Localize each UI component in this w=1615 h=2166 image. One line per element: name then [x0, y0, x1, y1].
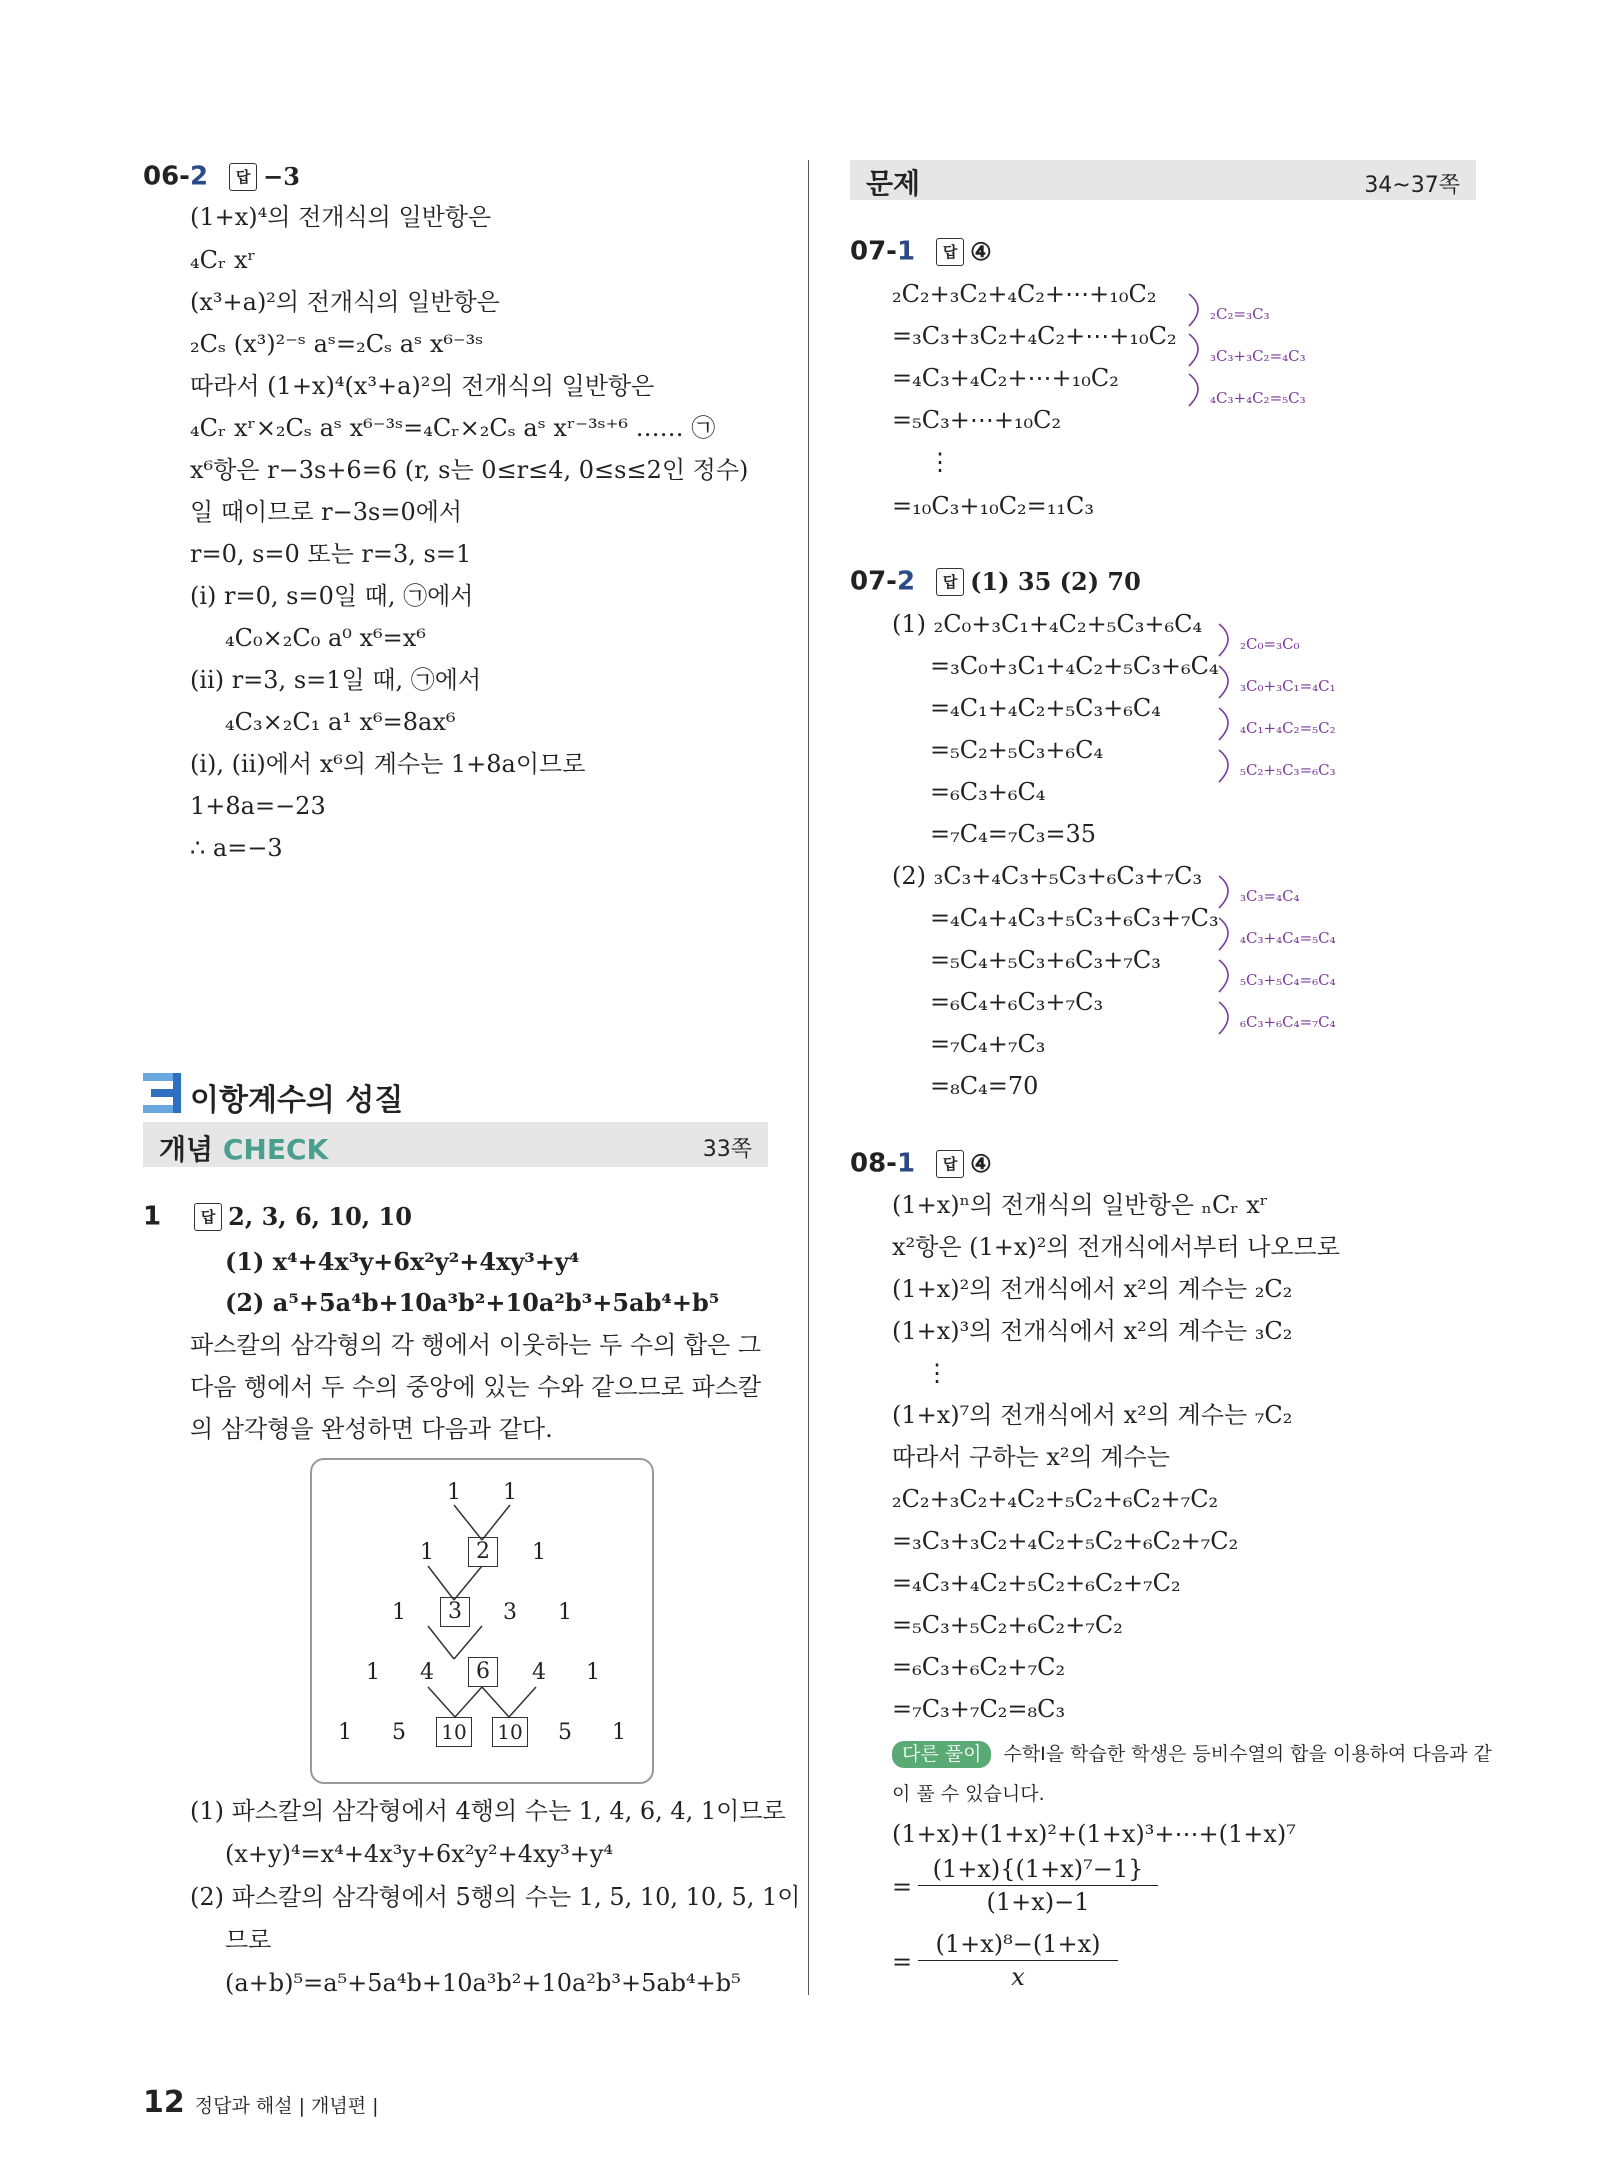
triangle-answer-box: 10 — [492, 1717, 528, 1747]
answer-value: −3 — [263, 162, 300, 191]
solution-line: =₄C₁+₄C₂+₅C₃+₆C₄ — [930, 694, 1161, 722]
solution-line: (ⅰ), (ⅱ)에서 x⁶의 계수는 1+8a이므로 — [190, 750, 586, 778]
solution-line: =₄C₃+₄C₂+₅C₂+₆C₂+₇C₂ — [892, 1569, 1181, 1597]
solution-line: (1+x)⁴의 전개식의 일반항은 — [190, 203, 492, 231]
equals-sign: = — [892, 1948, 913, 1976]
solution-line: =₆C₃+₆C₄ — [930, 778, 1046, 806]
solution-line: =₇C₄=₇C₃=35 — [930, 820, 1097, 848]
answer-value: 2, 3, 6, 10, 10 — [228, 1202, 412, 1231]
solution-line: =₇C₃+₇C₂=₈C₃ — [892, 1695, 1066, 1723]
answer-value: ④ — [970, 1149, 992, 1178]
alt-equation: (1+x)+(1+x)²+(1+x)³+⋯+(1+x)⁷ — [892, 1820, 1296, 1848]
answer-value: (1) 35 (2) 70 — [970, 567, 1141, 596]
section-title: 이항계수의 성질 — [190, 1083, 404, 1118]
solution-line: =₅C₂+₅C₃+₆C₄ — [930, 736, 1104, 764]
problem-07-2-header: 07-2 답 (1) 35 (2) 70 — [850, 566, 1141, 597]
answer-icon: 답 — [936, 238, 964, 266]
solution-line: ₄Cᵣ xʳ×₂Cₛ aˢ x⁶⁻³ˢ=₄Cᵣ×₂Cₛ aˢ xʳ⁻³ˢ⁺⁶ …… ㉠ — [190, 414, 716, 442]
triangle-answer-box: 10 — [436, 1717, 472, 1747]
arc-note: ₃C₃+₃C₂=₄C₃ — [1210, 347, 1306, 365]
triangle-number: 4 — [532, 1660, 546, 1685]
solution-line: 따라서 구하는 x²의 계수는 — [892, 1443, 1170, 1471]
fraction-denominator: x — [1011, 1963, 1025, 1991]
answer-sub-1: (1) x⁴+4x³y+6x²y²+4xy³+y⁴ — [225, 1247, 580, 1276]
solution-line: r=0, s=0 또는 r=3, s=1 — [190, 540, 472, 568]
answer-icon: 답 — [936, 1150, 964, 1178]
arc-note: ₅C₂+₅C₃=₆C₃ — [1240, 761, 1336, 779]
triangle-number: 1 — [532, 1540, 546, 1565]
answer-icon: 답 — [194, 1203, 222, 1231]
page-reference: 33쪽 — [702, 1137, 752, 1162]
problem-07-1-header: 07-1 답 ④ — [850, 236, 992, 267]
triangle-number: 1 — [586, 1660, 600, 1685]
explanation-line: 파스칼의 삼각형의 각 행에서 이웃하는 두 수의 합은 그 — [190, 1331, 762, 1359]
arc-note: ₃C₃=₄C₄ — [1240, 887, 1300, 905]
problem-08-1-header: 08-1 답 ④ — [850, 1148, 992, 1179]
triangle-number: 1 — [612, 1720, 626, 1745]
solution-line: ₂Cₛ (x³)²⁻ˢ aˢ=₂Cₛ aˢ x⁶⁻³ˢ — [190, 330, 484, 358]
triangle-number: 5 — [392, 1720, 406, 1745]
triangle-number: 1 — [338, 1720, 352, 1745]
explanation-line: 다음 행에서 두 수의 중앙에 있는 수와 같으므로 파스칼 — [190, 1373, 762, 1401]
solution-line: ₄C₃×₂C₁ a¹ x⁶=8ax⁶ — [225, 708, 456, 736]
triangle-number: 1 — [558, 1600, 572, 1625]
arc-note: ₂C₂=₃C₃ — [1210, 305, 1270, 323]
solution-line: =₈C₄=70 — [930, 1072, 1039, 1100]
solution-line: (1+x)²의 전개식에서 x²의 계수는 ₂C₂ — [892, 1275, 1293, 1303]
solution-line: (x³+a)²의 전개식의 일반항은 — [190, 288, 500, 316]
alternative-solution-intro: 다른 풀이 수학Ⅰ을 학습한 학생은 등비수열의 합을 이용하여 다음과 같 — [892, 1741, 1492, 1768]
page-reference: 34~37쪽 — [1364, 173, 1460, 198]
solution-line: (1+x)ⁿ의 전개식의 일반항은 ₙCᵣ xʳ — [892, 1191, 1269, 1219]
alt-solution-badge: 다른 풀이 — [892, 1741, 991, 1768]
page-number: 12 — [143, 2085, 185, 2120]
triangle-number: 4 — [420, 1660, 434, 1685]
explanation-line: (a+b)⁵=a⁵+5a⁴b+10a³b²+10a²b³+5ab⁴+b⁵ — [225, 1969, 741, 1997]
solution-line: (ⅱ) r=3, s=1일 때, ㉠에서 — [190, 666, 482, 694]
triangle-answer-box: 6 — [468, 1657, 498, 1687]
answer-icon: 답 — [936, 568, 964, 596]
alternative-solution-text: 이 풀 수 있습니다. — [892, 1783, 1045, 1805]
solution-line: (1+x)³의 전개식에서 x²의 계수는 ₃C₂ — [892, 1317, 1293, 1345]
solution-line: =₃C₃+₃C₂+₄C₂+₅C₂+₆C₂+₇C₂ — [892, 1527, 1239, 1555]
answer-sub-2: (2) a⁵+5a⁴b+10a³b²+10a²b³+5ab⁴+b⁵ — [225, 1288, 720, 1317]
solution-line: ₄C₀×₂C₀ a⁰ x⁶=x⁶ — [225, 624, 426, 652]
footer-label: 정답과 해설 | 개념편 | — [194, 2095, 379, 2117]
solution-line: =₆C₄+₆C₃+₇C₃ — [930, 988, 1104, 1016]
fraction-1 — [918, 1855, 1158, 1916]
solution-line: 1+8a=−23 — [190, 792, 326, 820]
solution-line: =₃C₃+₃C₂+₄C₂+⋯+₁₀C₂ — [892, 322, 1177, 350]
solution-line: 일 때이므로 r−3s=0에서 — [190, 498, 463, 526]
explanation-line: 의 삼각형을 완성하면 다음과 같다. — [190, 1415, 553, 1443]
fraction-numerator: (1+x){(1+x)⁷−1} — [918, 1855, 1158, 1886]
arc-note: ₃C₀+₃C₁=₄C₁ — [1240, 677, 1336, 695]
solution-line: (ⅰ) r=0, s=0일 때, ㉠에서 — [190, 582, 474, 610]
arc-note: ₄C₁+₄C₂=₅C₂ — [1240, 719, 1336, 737]
triangle-number: 5 — [558, 1720, 572, 1745]
triangle-answer-box: 2 — [468, 1537, 498, 1567]
fraction-2 — [918, 1930, 1118, 1991]
pascal-triangle-box — [310, 1458, 654, 1784]
solution-line: =₁₀C₃+₁₀C₂=₁₁C₃ — [892, 492, 1095, 520]
problem-bar: 문제 34~37쪽 — [850, 160, 1476, 200]
explanation-line: (1) 파스칼의 삼각형에서 4행의 수는 1, 4, 6, 4, 1이므로 — [190, 1797, 786, 1825]
triangle-number: 3 — [503, 1600, 517, 1625]
solution-line: =₄C₄+₄C₃+₅C₃+₆C₃+₇C₃ — [930, 904, 1219, 932]
solution-line: =₅C₃+⋯+₁₀C₂ — [892, 406, 1062, 434]
solution-line: =₆C₃+₆C₂+₇C₂ — [892, 1653, 1066, 1681]
solution-line: =₅C₃+₅C₂+₆C₂+₇C₂ — [892, 1611, 1123, 1639]
arc-note: ₂C₀=₃C₀ — [1240, 635, 1300, 653]
solution-line: ⋮ — [928, 448, 952, 476]
triangle-number: 1 — [392, 1600, 406, 1625]
triangle-connector-lines — [312, 1460, 652, 1782]
triangle-number: 1 — [366, 1660, 380, 1685]
solution-line: ₂C₂+₃C₂+₄C₂+₅C₂+₆C₂+₇C₂ — [892, 1485, 1219, 1513]
explanation-line: (2) 파스칼의 삼각형에서 5행의 수는 1, 5, 10, 10, 5, 1이 — [190, 1883, 801, 1911]
arc-note: ₅C₃+₅C₄=₆C₄ — [1240, 971, 1336, 989]
solution-line: x⁶항은 r−3s+6=6 (r, s는 0≤r≤4, 0≤s≤2인 정수) — [190, 456, 749, 484]
solution-line: (1+x)⁷의 전개식에서 x²의 계수는 ₇C₂ — [892, 1401, 1293, 1429]
arc-note: ₆C₃+₆C₄=₇C₄ — [1240, 1013, 1336, 1031]
page-footer — [143, 2085, 379, 2120]
fraction-numerator: (1+x)⁸−(1+x) — [918, 1930, 1118, 1961]
solution-line: ₂C₂+₃C₂+₄C₂+⋯+₁₀C₂ — [892, 280, 1157, 308]
arc-note: ₄C₃+₄C₂=₅C₃ — [1210, 389, 1306, 407]
solution-line: =₅C₄+₅C₃+₆C₃+₇C₃ — [930, 946, 1161, 974]
triangle-number: 1 — [420, 1540, 434, 1565]
triangle-number: 1 — [447, 1480, 461, 1505]
solution-line: ∴ a=−3 — [190, 834, 283, 862]
problem-06-2-header: 06-2 답 −3 — [143, 161, 300, 192]
solution-line: =₇C₄+₇C₃ — [930, 1030, 1046, 1058]
solution-line: (1) ₂C₀+₃C₁+₄C₂+₅C₃+₆C₄ — [892, 610, 1203, 638]
solution-line: =₄C₃+₄C₂+⋯+₁₀C₂ — [892, 364, 1119, 392]
question-1-header: 1 답 2, 3, 6, 10, 10 — [143, 1201, 412, 1232]
concept-check-bar: 개념 CHECK 33쪽 — [143, 1122, 768, 1167]
solution-line: x²항은 (1+x)²의 전개식에서부터 나오므로 — [892, 1233, 1340, 1261]
explanation-line: (x+y)⁴=x⁴+4x³y+6x²y²+4xy³+y⁴ — [225, 1840, 614, 1868]
solution-line: ⋮ — [925, 1359, 949, 1387]
solution-line: ₄Cᵣ xʳ — [190, 246, 256, 274]
triangle-number: 1 — [503, 1480, 517, 1505]
column-divider — [808, 160, 809, 1995]
equals-sign: = — [892, 1873, 913, 1901]
arc-note: ₄C₃+₄C₄=₅C₄ — [1240, 929, 1336, 947]
answer-value: ④ — [970, 237, 992, 266]
solution-line: =₃C₀+₃C₁+₄C₂+₅C₃+₆C₄ — [930, 652, 1219, 680]
section-number-icon — [143, 1073, 181, 1113]
solution-line: 따라서 (1+x)⁴(x³+a)²의 전개식의 일반항은 — [190, 372, 655, 400]
triangle-answer-box: 3 — [440, 1597, 470, 1627]
solution-line: (2) ₃C₃+₄C₃+₅C₃+₆C₃+₇C₃ — [892, 862, 1203, 890]
explanation-line: 므로 — [225, 1926, 272, 1954]
answer-icon: 답 — [229, 163, 257, 191]
fraction-denominator: (1+x)−1 — [986, 1888, 1090, 1916]
